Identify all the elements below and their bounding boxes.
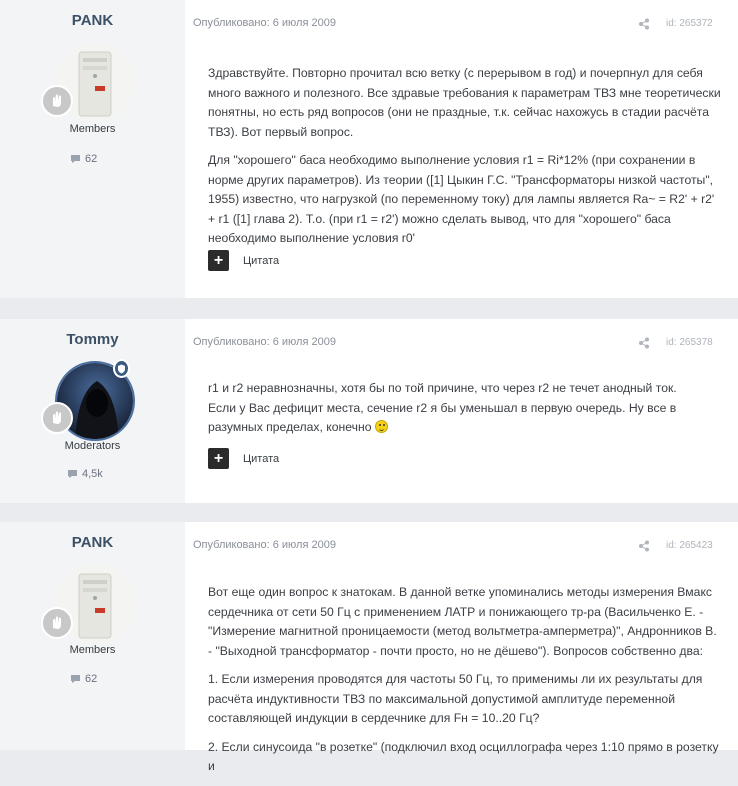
post-body	[208, 64, 723, 258]
paragraph-text: r1 и r2 неравнозначны, хотя бы по той причине, что через r2 не течет анодный ток. Если у Вас дефицит места, сечение r2 я бы уменьшал в первую очередь. Ну все в разумных пределах, конечно	[208, 381, 677, 434]
comment-icon	[70, 154, 81, 164]
author-group: Members	[69, 123, 116, 135]
rank-badge	[41, 402, 73, 434]
post-2	[0, 319, 738, 503]
post-3	[0, 522, 738, 773]
paragraph: 1. Если измерения проводятся для частоты 50 Гц, то применимы ли их результаты для расчёта индуктивности ТВЗ по максимальной допустимой амплитуде переменной составляющей индукции в сердечнике для Fн = 10..20 Гц?	[208, 672, 703, 725]
paragraph: Для "хорошего" баса необходимо выполнение условия r1 = Ri*12% (при сохранении в норме других параметров). Из теории ([1] Цыкин Г.С. "Трансформаторы низкой частоты", 1955) известно, что нагрузкой (по переменному току) для лампы является Ra~ = R2' + r2' + r1 ([1] глава 2). Т.о. (при r1 = r2') можно сделать вывод, что для "хорошего" баса необходимо выполнение условия r0'	[208, 153, 715, 245]
moderator-badge	[113, 359, 130, 378]
author-panel	[0, 319, 185, 503]
post-count-value: 62	[85, 153, 98, 165]
shield-icon	[117, 364, 126, 374]
quote-link[interactable]: Цитата	[243, 255, 280, 267]
author-panel	[0, 522, 185, 750]
share-icon[interactable]	[638, 18, 650, 30]
comment-icon	[67, 469, 78, 479]
paragraph	[208, 379, 708, 438]
author-panel	[0, 0, 185, 298]
author-name[interactable]: PANK	[71, 12, 114, 29]
post-content	[185, 319, 738, 503]
comment-icon	[70, 674, 81, 684]
share-icon[interactable]	[638, 540, 650, 552]
rank-badge	[41, 607, 73, 639]
quote-link[interactable]: Цитата	[243, 453, 280, 465]
author-name[interactable]: PANK	[71, 534, 114, 551]
rank-badge	[41, 85, 73, 117]
post-count-value: 4,5k	[82, 468, 103, 480]
multiquote-button[interactable]: +	[208, 448, 229, 469]
multiquote-button[interactable]: +	[208, 250, 229, 271]
post-count	[67, 468, 103, 480]
paragraph: Вот еще один вопрос к знатокам. В данной ветке упоминались методы измерения Вмакс сердечника от сети 50 Гц с применением ЛАТР и понижающего тр-ра (Васильченко Е. - "Измерение магнитной проницаемости (метод вольтметра-амперметра)", Андронников В. - "Выходной трансформатор - почти просто, но не дёшево"). Вопросов собственно два:	[208, 585, 717, 658]
author-name[interactable]: Tommy	[66, 331, 119, 348]
post-date[interactable]: Опубликовано: 6 июля 2009	[193, 336, 336, 348]
post-count-value: 62	[85, 673, 98, 685]
paragraph: Здравствуйте. Повторно прочитал всю ветку (с перерывом в год) и почерпнул для себя много важного и полезного. Все здравые требования к параметрам ТВЗ мне теоретически понятны, но есть ряд вопросов (они не праздные, т.к. сейчас нахожусь в стадии расчёта ТВЗ). Вот первый вопрос.	[208, 66, 721, 139]
share-icon[interactable]	[638, 337, 650, 349]
post-1	[0, 0, 738, 298]
author-group: Members	[69, 644, 116, 656]
post-id[interactable]: id: 265423	[666, 540, 713, 551]
post-body	[208, 583, 723, 786]
author-group: Moderators	[64, 440, 121, 452]
post-id[interactable]: id: 265378	[666, 337, 713, 348]
post-body	[208, 379, 708, 447]
post-id[interactable]: id: 265372	[666, 18, 713, 29]
paragraph: 2. Если синусоида "в розетке" (подключил вход осциллографа через 1:10 прямо в розетку и	[208, 739, 719, 773]
smiley-icon	[375, 420, 388, 433]
post-date[interactable]: Опубликовано: 6 июля 2009	[193, 539, 336, 551]
post-count	[70, 673, 97, 685]
post-date[interactable]: Опубликовано: 6 июля 2009	[193, 17, 336, 29]
post-content	[185, 522, 738, 773]
post-count	[70, 153, 97, 165]
post-content	[185, 0, 738, 298]
